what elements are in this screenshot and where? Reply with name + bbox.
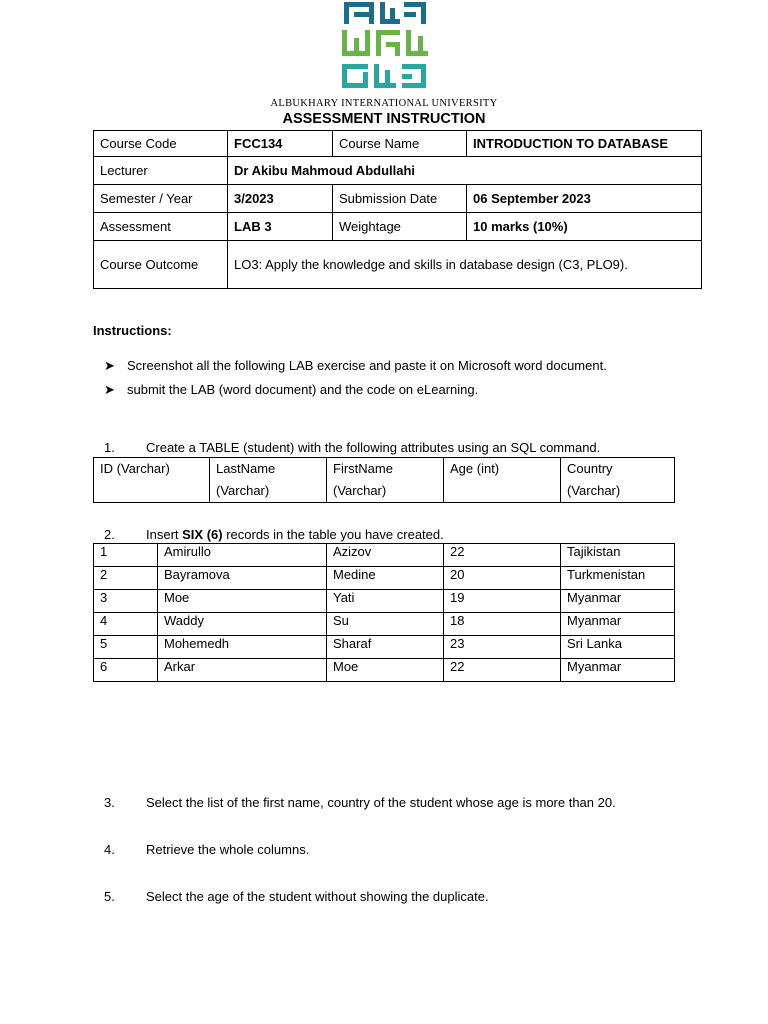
record-id: 6 [94, 659, 158, 682]
weightage-label: Weightage [333, 213, 467, 241]
table-row [94, 185, 702, 213]
record-lastname: Bayramova [158, 567, 327, 590]
instruction-item [104, 382, 478, 398]
question-text: Select the age of the student without showing the duplicate. [146, 889, 489, 904]
record-firstname: Sharaf [327, 636, 444, 659]
table-row [94, 613, 675, 636]
question-1 [104, 440, 600, 455]
question-2 [104, 527, 444, 542]
record-firstname: Moe [327, 659, 444, 682]
question-number: 4. [104, 842, 115, 857]
assessment-value: LAB 3 [228, 213, 333, 241]
record-id: 4 [94, 613, 158, 636]
attribute-name: Age (int) [450, 461, 500, 476]
record-age: 18 [444, 613, 561, 636]
attribute-type [100, 480, 203, 502]
attribute-cell [210, 458, 327, 503]
attribute-name: Country [567, 461, 613, 476]
record-country: Sri Lanka [561, 636, 675, 659]
record-age: 19 [444, 590, 561, 613]
record-firstname: Azizov [327, 544, 444, 567]
question-3 [104, 795, 616, 810]
submission-date-label: Submission Date [333, 185, 467, 213]
record-firstname: Medine [327, 567, 444, 590]
course-info-table [93, 130, 702, 289]
university-logo [330, 0, 440, 96]
table-row [94, 241, 702, 289]
question-number: 2. [104, 527, 115, 542]
record-country: Myanmar [561, 659, 675, 682]
course-name-value: INTRODUCTION TO DATABASE [467, 131, 702, 157]
semester-value: 3/2023 [228, 185, 333, 213]
submission-date-value: 06 September 2023 [467, 185, 702, 213]
attribute-cell [327, 458, 444, 503]
arrow-bullet-icon: ➤ [104, 382, 115, 397]
question-4 [104, 842, 309, 857]
course-code-label: Course Code [94, 131, 228, 157]
attribute-type: (Varchar) [333, 483, 387, 498]
attribute-type: (Varchar) [216, 483, 270, 498]
question-number: 5. [104, 889, 115, 904]
table-row [94, 636, 675, 659]
record-lastname: Waddy [158, 613, 327, 636]
record-firstname: Yati [327, 590, 444, 613]
attribute-cell [561, 458, 675, 503]
lecturer-value: Dr Akibu Mahmoud Abdullahi [228, 157, 702, 185]
record-country: Myanmar [561, 613, 675, 636]
assessment-label: Assessment [94, 213, 228, 241]
records-table [93, 543, 675, 682]
question-text-pre: Insert [146, 527, 183, 542]
weightage-value: 10 marks (10%) [467, 213, 702, 241]
record-age: 22 [444, 544, 561, 567]
record-id: 5 [94, 636, 158, 659]
question-text: Select the list of the first name, country of the student whose age is more than 20. [146, 795, 616, 810]
table-row [94, 659, 675, 682]
table-row [94, 544, 675, 567]
attribute-type [450, 480, 554, 502]
record-lastname: Amirullo [158, 544, 327, 567]
table-row [94, 590, 675, 613]
table-row [94, 213, 702, 241]
course-code-value: FCC134 [228, 131, 333, 157]
course-name-label: Course Name [333, 131, 467, 157]
record-country: Myanmar [561, 590, 675, 613]
record-id: 3 [94, 590, 158, 613]
university-name: ALBUKHARY INTERNATIONAL UNIVERSITY [270, 98, 498, 109]
semester-label: Semester / Year [94, 185, 228, 213]
attribute-name: FirstName [333, 461, 393, 476]
record-age: 23 [444, 636, 561, 659]
question-text-post: records in the table you have created. [222, 527, 444, 542]
attribute-type: (Varchar) [567, 483, 621, 498]
attribute-name: LastName [216, 461, 276, 476]
document-title: ASSESSMENT INSTRUCTION [282, 111, 486, 127]
course-outcome-label: Course Outcome [94, 241, 228, 289]
instruction-text: Screenshot all the following LAB exercise and paste it on Microsoft word document. [127, 358, 607, 373]
record-id: 2 [94, 567, 158, 590]
arrow-bullet-icon: ➤ [104, 358, 115, 373]
attributes-table [93, 457, 675, 503]
question-number: 1. [104, 440, 115, 455]
question-number: 3. [104, 795, 115, 810]
record-id: 1 [94, 544, 158, 567]
record-country: Tajikistan [561, 544, 675, 567]
instruction-item [104, 358, 607, 374]
question-text-bold: SIX (6) [182, 527, 223, 542]
table-row [94, 131, 702, 157]
attribute-name: ID (Varchar) [100, 461, 170, 476]
instruction-text: submit the LAB (word document) and the code on eLearning. [127, 382, 479, 397]
question-5 [104, 889, 489, 904]
record-lastname: Moe [158, 590, 327, 613]
record-lastname: Mohemedh [158, 636, 327, 659]
course-outcome-value: LO3: Apply the knowledge and skills in database design (C3, PLO9). [228, 241, 702, 289]
table-row [94, 567, 675, 590]
record-country: Turkmenistan [561, 567, 675, 590]
lecturer-label: Lecturer [94, 157, 228, 185]
record-age: 22 [444, 659, 561, 682]
attribute-cell [94, 458, 210, 503]
table-row [94, 458, 675, 503]
record-lastname: Arkar [158, 659, 327, 682]
record-firstname: Su [327, 613, 444, 636]
attribute-cell [444, 458, 561, 503]
record-age: 20 [444, 567, 561, 590]
table-row [94, 157, 702, 185]
question-text: Retrieve the whole columns. [146, 842, 310, 857]
instructions-heading: Instructions: [93, 323, 172, 338]
question-text: Create a TABLE (student) with the following attributes using an SQL command. [146, 440, 601, 455]
